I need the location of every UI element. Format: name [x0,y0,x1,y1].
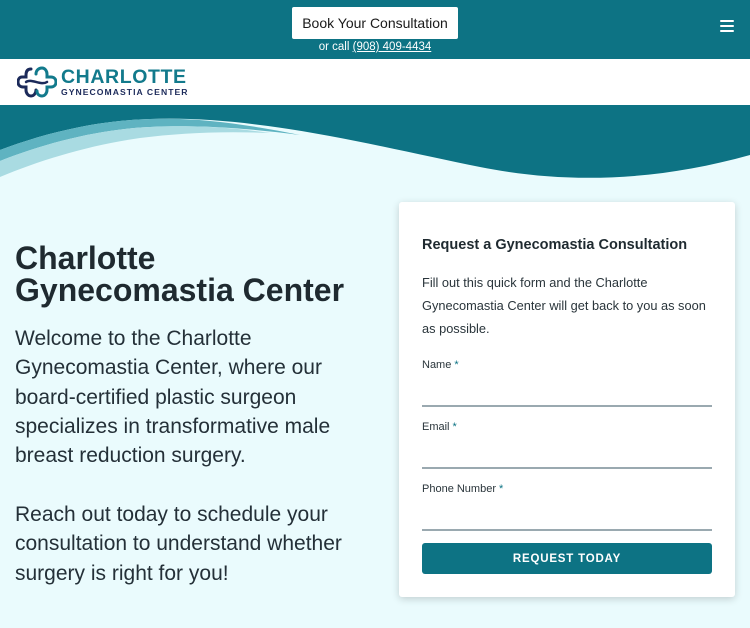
top-bar [0,0,750,59]
intro-paragraph: Welcome to the Charlotte Gynecomastia Center, where our board-certified plastic surgeon specializes in transformative male breast reduction surgery. [15,327,331,468]
decorative-wave [0,105,750,185]
phone-input[interactable] [422,507,712,531]
name-label-text: Name [422,359,452,371]
form-title: Request a Gynecomastia Consultation [422,237,688,253]
logo-text [61,65,189,97]
call-prefix: or call [318,41,350,53]
page-title-line2: Gynecomastia Center [15,272,345,308]
email-label-text: Email [422,421,450,433]
site-logo[interactable] [17,65,189,99]
consultation-form-card [399,202,735,597]
name-label [422,359,459,371]
email-input[interactable] [422,445,712,469]
phone-label [422,483,503,495]
page-title-line1: Charlotte [15,240,156,276]
logo-name: CHARLOTTE [61,65,187,88]
cta-paragraph: Reach out today to schedule your consultation to understand whether surgery is right for you! [15,503,342,585]
request-today-button[interactable]: REQUEST TODAY [422,543,712,574]
form-description: Fill out this quick form and the Charlotte Gynecomastia Center will get back to you as soon as possible. [422,275,706,336]
logo-bar [0,59,750,105]
required-marker: * [452,421,457,433]
call-line [0,41,750,53]
phone-label-text: Phone Number [422,483,496,495]
book-consultation-button[interactable]: Book Your Consultation [292,7,458,39]
name-input[interactable] [422,383,712,407]
cross-swirl-logo-icon [17,65,57,99]
required-marker: * [454,359,459,371]
email-label [422,421,457,433]
required-marker: * [499,483,504,495]
hamburger-menu-icon[interactable] [720,20,734,32]
page-title [15,242,375,306]
phone-link[interactable]: (908) 409-4434 [352,41,432,53]
logo-subtitle: GYNECOMASTIA CENTER [61,86,189,97]
